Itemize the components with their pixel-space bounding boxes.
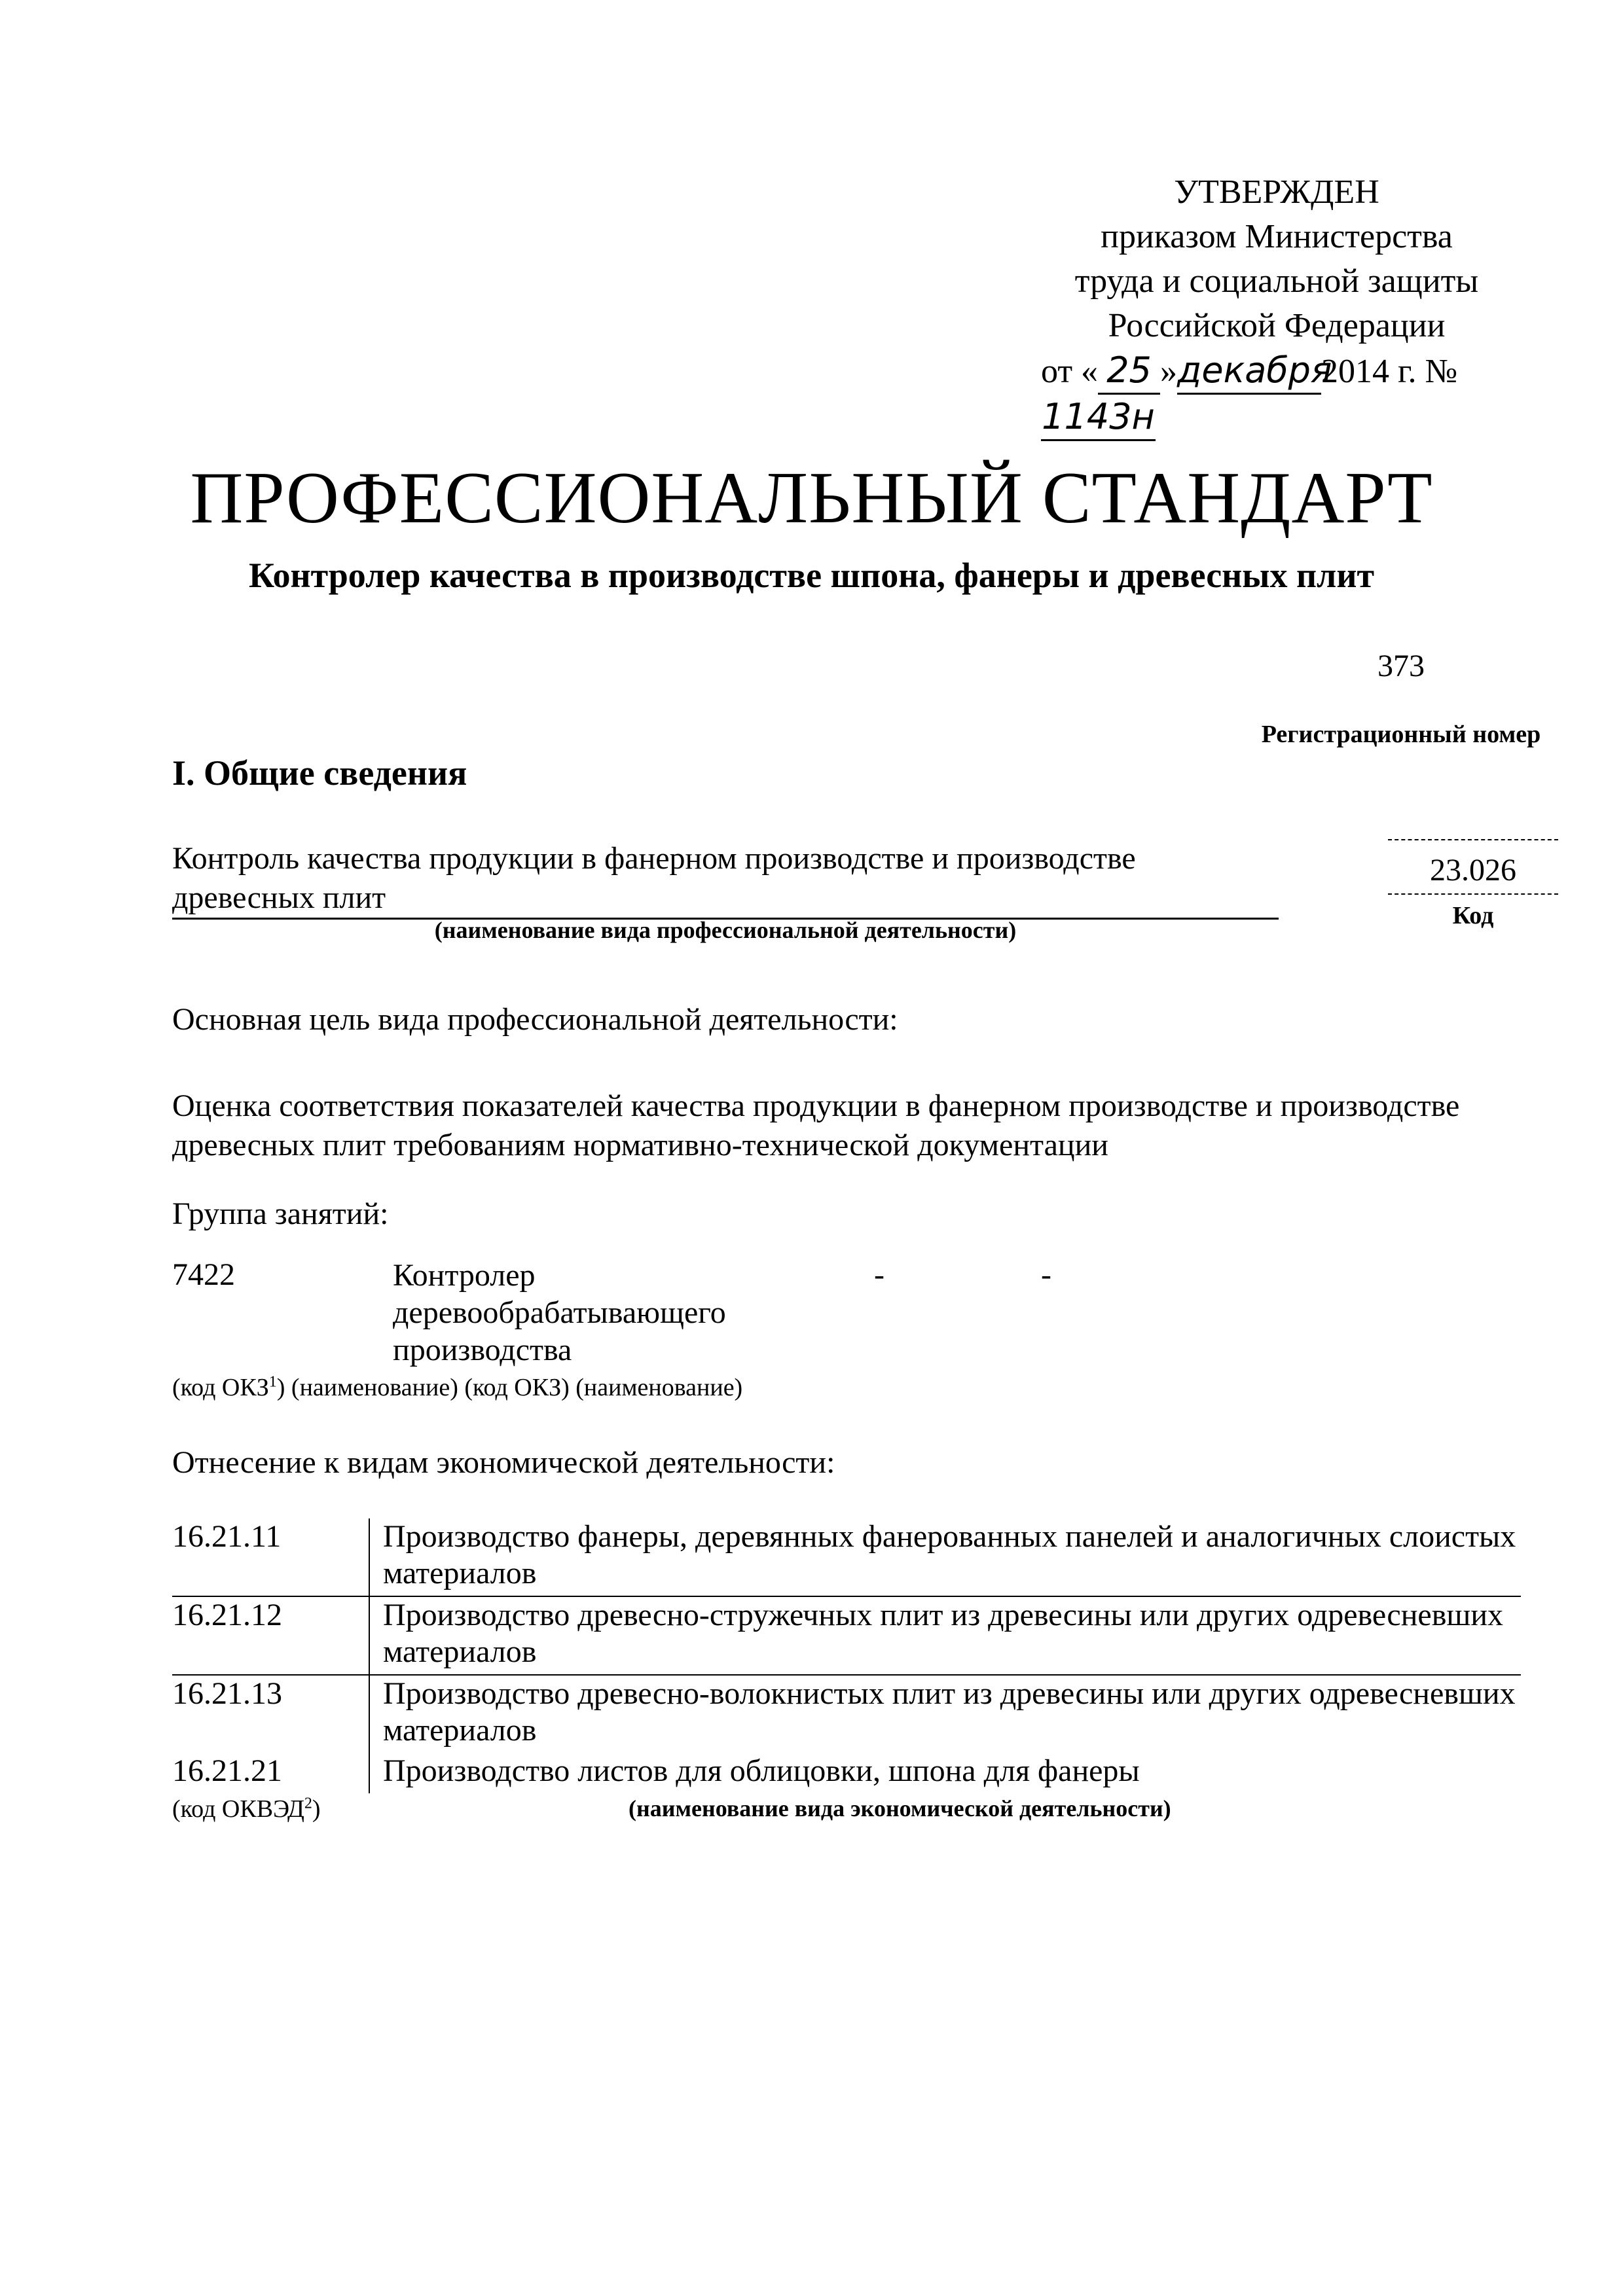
okz-code: 7422 [172,1257,235,1292]
okved-caption-end: ) [312,1795,321,1823]
okved-name: Производство древесно-волокнистых плит из древесины или других одревесневших материалов [369,1675,1521,1753]
okved-name: Производство древесно-стружечных плит из древесины или других одревесневших материалов [369,1596,1521,1675]
activity-code: 23.026 [1388,839,1558,895]
document-title: ПРОФЕССИОНАЛЬНЫЙ СТАНДАРТ [190,457,1433,539]
table-row [172,1675,1521,1753]
approval-date-line [1008,348,1545,441]
okz-caption [172,1373,742,1402]
table-row [172,1596,1521,1675]
date-year: 2014 г. № [1321,353,1458,390]
code-caption: Код [1452,902,1494,929]
code-box [1388,839,1558,930]
goal-text: Оценка соответствия показателей качества продукции в фанерном производстве и производстве древесных плит требованиям нормативно-технической документации [172,1088,1460,1162]
activity-caption: (наименование вида профессиональной деятельности) [434,917,1017,943]
okz-code-2: - [874,1257,884,1292]
activity-name: Контроль качества продукции в фанерном производстве и производстве древесных плит [172,839,1279,920]
approval-line-4: Российской Федерации [1108,307,1446,344]
section-title: I. Общие сведения [172,753,467,793]
okved-table [172,1518,1521,1793]
okved-code: 16.21.21 [172,1753,282,1788]
okved-caption-code [172,1795,321,1823]
okz-name: Контролер деревообрабатывающего производства [393,1258,726,1367]
approval-line-2: приказом Министерства [1101,218,1453,255]
okz-caption-code: (код ОКЗ [172,1374,269,1401]
table-row [172,1753,1521,1793]
date-month: декабря [1177,348,1321,395]
okved-caption-name: (наименование вида экономической деятельности) [629,1795,1171,1821]
registration-box [1237,648,1565,749]
registration-label: Регистрационный номер [1261,721,1541,748]
okved-code: 16.21.11 [172,1519,282,1554]
econ-label: Отнесение к видам экономической деятельности: [172,1445,835,1480]
registration-number: 373 [1377,649,1425,683]
approval-line-3: труда и социальной защиты [1074,262,1479,300]
group-label: Группа занятий: [172,1196,389,1231]
okved-name: Производство листов для облицовки, шпона для фанеры [369,1753,1521,1793]
footnote-ref-1: 1 [268,1373,277,1391]
okved-name: Производство фанеры, деревянных фанерованных панелей и аналогичных слоистых материалов [369,1518,1521,1596]
goal-label: Основная цель вида профессиональной деятельности: [172,1002,898,1037]
date-prefix: от « [1041,353,1099,390]
okved-code: 16.21.13 [172,1675,369,1753]
table-row [172,1518,1521,1596]
date-day: 25 [1098,348,1160,395]
approval-line-1: УТВЕРЖДЕН [1174,173,1379,211]
okz-caption-rest: ) (наименование) (код ОКЗ) (наименование) [276,1374,743,1401]
okved-code: 16.21.12 [172,1596,369,1675]
approval-block [1008,170,1545,441]
date-mid: » [1160,353,1178,390]
document-subtitle: Контролер качества в производстве шпона, фанеры и древесных плит [248,556,1374,595]
okz-name-2: - [1041,1257,1051,1292]
footnote-ref-2: 2 [304,1795,312,1812]
order-number: 1143н [1041,395,1156,441]
okved-caption-label: (код ОКВЭД [172,1795,304,1823]
